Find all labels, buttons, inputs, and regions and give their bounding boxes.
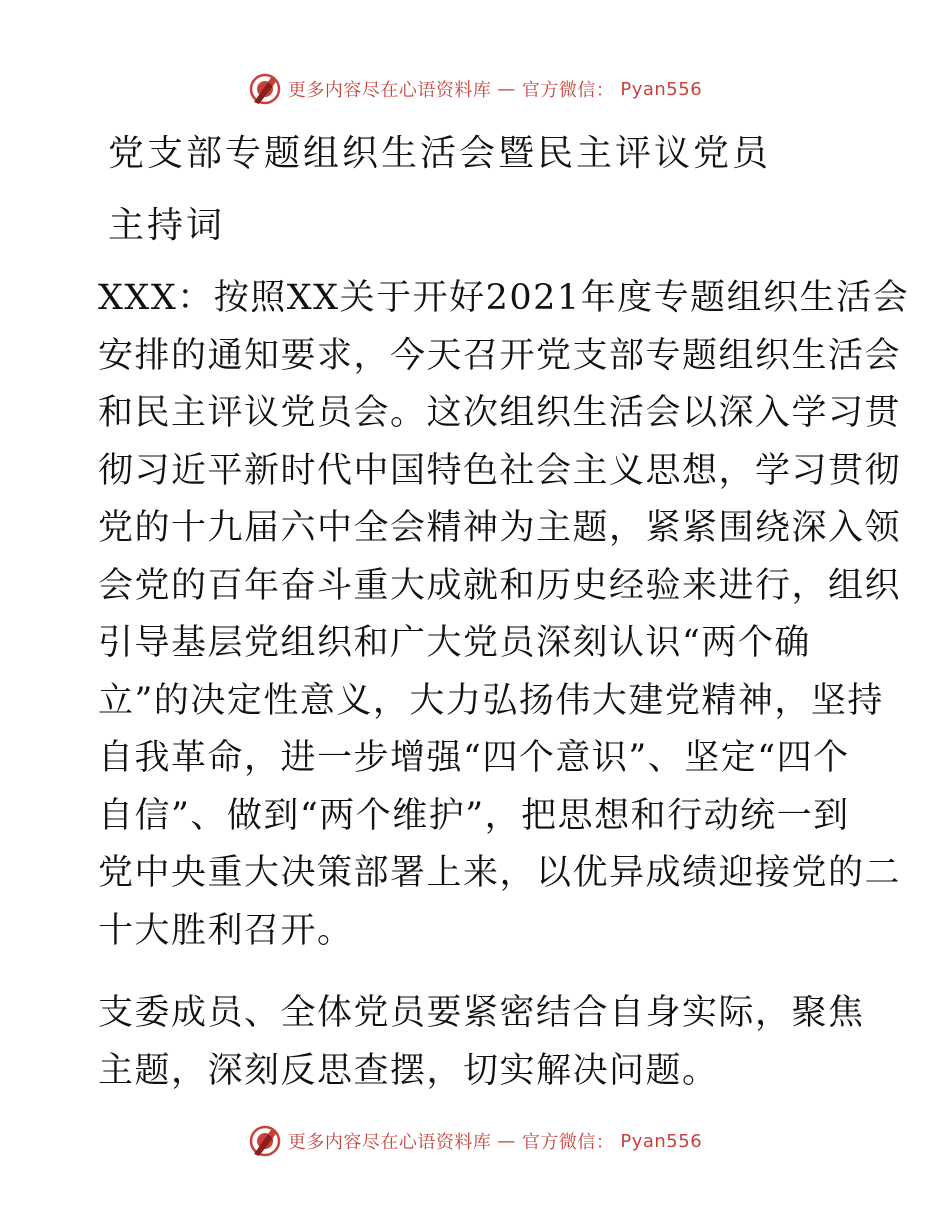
paragraph-line: 自信”、做到“两个维护”，把思想和行动统一到 xyxy=(98,795,850,836)
paragraph-line: 党的十九届六中全会精神为主题，紧紧围绕深入领 xyxy=(98,508,902,548)
paragraph-line: 和民主评议党员会。这次组织生活会以深入学习贯 xyxy=(98,393,902,433)
paragraph-line: 彻习近平新时代中国特色社会主义思想，学习贯彻 xyxy=(98,450,902,491)
watermark-wechat-label: 官方微信： xyxy=(521,80,615,101)
watermark-wechat-id: Pyan556 xyxy=(620,1130,703,1152)
paragraph-2 xyxy=(98,985,865,1100)
paragraph-line: 会党的百年奋斗重大成就和历史经验来进行，组织 xyxy=(98,565,902,606)
paragraph-line: 引导基层党组织和广大党员深刻认识“两个确 xyxy=(98,623,811,663)
paragraph-line: 主题，深刻反思查摆，切实解决问题。 xyxy=(98,1050,719,1091)
pen-logo-icon xyxy=(248,1124,282,1158)
document-subtitle: 主持词 xyxy=(108,205,226,246)
watermark-wechat-id: Pyan556 xyxy=(620,78,703,100)
paragraph-line: XXX：按照XX关于开好2021年度专题组织生活会 xyxy=(98,278,910,318)
document-title: 党支部专题组织生活会暨民主评议党员 xyxy=(108,133,772,174)
watermark-dash: — xyxy=(497,1130,516,1152)
watermark-site-text: 更多内容尽在心语资料库 xyxy=(287,80,492,101)
paragraph-1 xyxy=(98,270,910,960)
watermark-dash: — xyxy=(497,78,516,100)
paragraph-line: 十大胜利召开。 xyxy=(98,910,354,951)
paragraph-line: 支委成员、全体党员要紧密结合自身实际，聚焦 xyxy=(98,993,865,1033)
paragraph-line: 立”的决定性意义，大力弘扬伟大建党精神，坚持 xyxy=(98,680,884,721)
watermark-footer xyxy=(0,1124,950,1158)
paragraph-line: 安排的通知要求，今天召开党支部专题组织生活会 xyxy=(98,335,902,376)
watermark-wechat-label: 官方微信： xyxy=(521,1132,615,1153)
paragraph-line: 党中央重大决策部署上来，以优异成绩迎接党的二 xyxy=(98,853,902,893)
watermark-site-text: 更多内容尽在心语资料库 xyxy=(287,1132,492,1153)
pen-logo-icon xyxy=(248,72,282,106)
watermark-header xyxy=(0,72,950,106)
paragraph-line: 自我革命，进一步增强“四个意识”、坚定“四个 xyxy=(98,738,850,778)
